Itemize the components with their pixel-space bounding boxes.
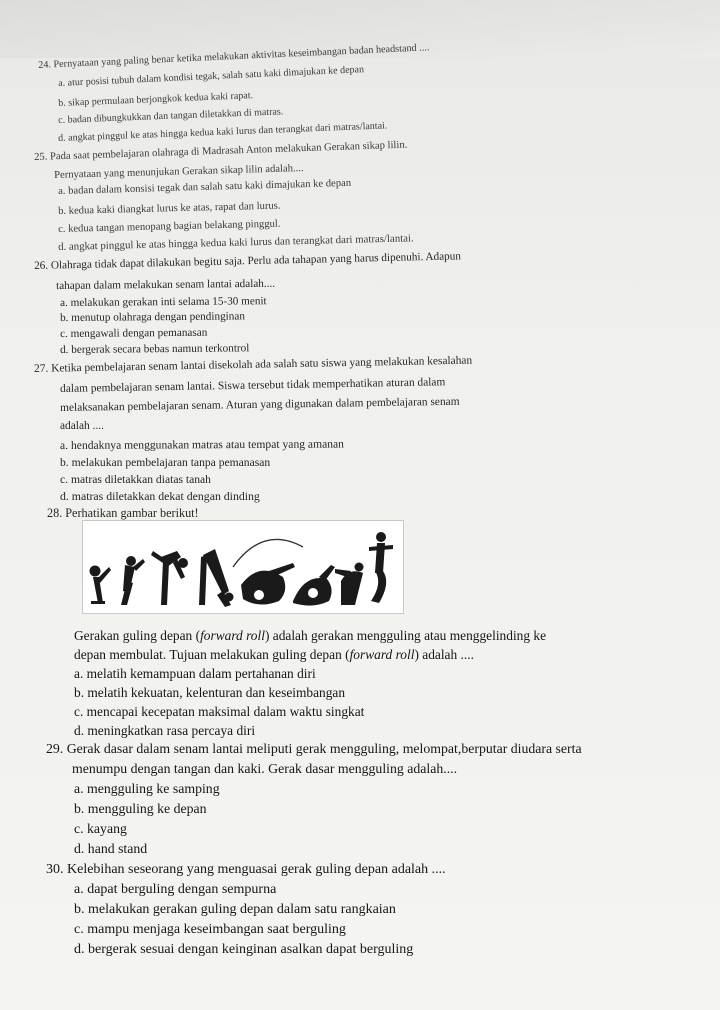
question-number: 30. bbox=[46, 862, 64, 877]
question-30-option-d: d. bergerak sesuai dengan keinginan asalkan dapat berguling bbox=[74, 942, 414, 957]
question-number: 28. bbox=[47, 506, 63, 520]
question-27-text-line-4: adalah .... bbox=[60, 420, 104, 432]
question-text-line-1: Olahraga tidak dapat dilakukan begitu saja. Perlu ada tahapan yang harus dipenuhi. Adapun bbox=[50, 250, 462, 272]
forward-roll-sequence-illustration bbox=[83, 521, 403, 613]
question-number: 25. bbox=[34, 151, 48, 163]
question-25-option-b: b. kedua kaki diangkat lurus ke atas, rapat dan lurus. bbox=[58, 200, 281, 217]
question-24-option-a: a. atur posisi tubuh dalam kondisi tegak, salah satu kaki dimajukan ke depan bbox=[58, 64, 365, 89]
term-forward-roll: forward roll bbox=[349, 647, 415, 662]
question-text: Pernyataan yang paling benar ketika melakukan aktivitas keseimbangan badan headstand .... bbox=[53, 42, 430, 71]
question-27 bbox=[34, 355, 472, 375]
question-30-option-a: a. dapat berguling dengan sempurna bbox=[74, 882, 277, 897]
figure-step-4 bbox=[199, 549, 234, 607]
question-29-option-b: b. mengguling ke depan bbox=[74, 801, 207, 816]
question-27-option-d: d. matras diletakkan dekat dengan dinding bbox=[60, 489, 260, 503]
figure-step-5 bbox=[241, 563, 295, 605]
question-29 bbox=[46, 741, 582, 757]
question-30-option-c: c. mampu menjaga keseimbangan saat berguling bbox=[74, 922, 346, 937]
question-27-option-c: c. matras diletakkan diatas tanah bbox=[60, 473, 211, 486]
question-30-option-b: b. melakukan gerakan guling depan dalam satu rangkaian bbox=[74, 902, 396, 917]
question-26-option-a: a. melakukan gerakan inti selama 15-30 menit bbox=[60, 295, 267, 309]
question-24-option-b: b. sikap permulaan berjongkok kedua kaki rapat. bbox=[58, 90, 254, 109]
question-24-option-d: d. angkat pinggul ke atas hingga kedua kaki lurus dan terangkat dari matras/lantai. bbox=[58, 120, 388, 144]
question-29-option-c: c. kayang bbox=[74, 821, 127, 836]
figure-step-6 bbox=[293, 565, 335, 606]
term-forward-roll: forward roll bbox=[200, 628, 265, 643]
figure-step-1 bbox=[90, 566, 112, 605]
question-28 bbox=[47, 506, 199, 521]
question-text-line-1: Gerak dasar dalam senam lantai meliputi gerak mengguling, melompat,berputar diudara serta bbox=[66, 741, 582, 756]
question-26 bbox=[34, 250, 461, 272]
question-28-desc-line-1: Gerakan guling depan (forward roll) adalah gerakan mengguling atau menggelinding ke bbox=[74, 628, 547, 643]
question-text: Kelebihan seseorang yang menguasai gerak guling depan adalah .... bbox=[67, 862, 446, 877]
question-text-line-1: Ketika pembelajaran senam lantai disekolah ada salah satu siswa yang melakukan kesalahan bbox=[51, 354, 473, 375]
question-25 bbox=[34, 140, 407, 163]
question-29-option-a: a. mengguling ke samping bbox=[74, 781, 220, 796]
question-28-desc-line-2: depan membulat. Tujuan melakukan guling depan (forward roll) adalah .... bbox=[74, 647, 474, 662]
question-26-text-line-2: tahapan dalam melakukan senam lantai adalah.... bbox=[56, 277, 276, 292]
question-25-option-c: c. kedua tangan menopang bagian belakang pinggul. bbox=[58, 218, 281, 235]
question-28-option-d: d. meningkatkan rasa percaya diri bbox=[74, 723, 256, 738]
figure-step-3 bbox=[151, 551, 188, 605]
question-27-text-line-3: melaksanakan pembelajaran senam. Aturan yang digunakan dalam pembelajaran senam bbox=[60, 395, 460, 414]
question-27-text-line-2: dalam pembelajaran senam lantai. Siswa tersebut tidak memperhatikan aturan dalam bbox=[60, 376, 446, 395]
question-25-text-line-2: Pernyataan yang menunjukan Gerakan sikap lilin adalah.... bbox=[54, 163, 304, 181]
figure-step-8 bbox=[369, 532, 393, 603]
question-number: 26. bbox=[34, 259, 49, 272]
figure-step-7 bbox=[335, 563, 364, 606]
question-28-option-c: c. mencapai kecepatan maksimal dalam waktu singkat bbox=[74, 704, 365, 719]
question-28-option-a: a. melatih kemampuan dalam pertahanan diri bbox=[74, 666, 316, 681]
question-27-option-a: a. hendaknya menggunakan matras atau tempat yang amanan bbox=[60, 437, 345, 452]
question-text-line-1: Pada saat pembelajaran olahraga di Madrasah Anton melakukan Gerakan sikap lilin. bbox=[49, 139, 408, 163]
question-25-option-d: d. angkat pinggul ke atas hingga kedua kaki lurus dan terangkat dari matras/lantai. bbox=[58, 232, 414, 253]
question-number: 24. bbox=[38, 59, 52, 71]
question-30 bbox=[46, 862, 446, 878]
question-29-option-d: d. hand stand bbox=[74, 841, 148, 856]
question-29-text-line-2: menumpu dengan tangan dan kaki. Gerak dasar mengguling adalah.... bbox=[72, 761, 458, 776]
figure-step-2 bbox=[121, 556, 145, 605]
question-26-option-c: c. mengawali dengan pemanasan bbox=[60, 326, 208, 340]
question-26-option-b: b. menutup olahraga dengan pendinginan bbox=[60, 310, 245, 324]
question-text: Perhatikan gambar berikut! bbox=[65, 506, 199, 520]
forward-roll-figure bbox=[82, 520, 404, 614]
roll-arc bbox=[233, 539, 303, 567]
question-26-option-d: d. bergerak secara bebas namun terkontrol bbox=[60, 342, 250, 356]
question-25-option-a: a. badan dalam konsisi tegak dan salah satu kaki dimajukan ke depan bbox=[58, 177, 352, 197]
question-24-option-c: c. badan dibungkukkan dan tangan diletakkan di matras. bbox=[58, 106, 284, 126]
question-number: 29. bbox=[46, 741, 64, 756]
question-27-option-b: b. melakukan pembelajaran tanpa pemanasan bbox=[60, 456, 271, 469]
question-number: 27. bbox=[34, 362, 49, 375]
question-28-option-b: b. melatih kekuatan, kelenturan dan keseimbangan bbox=[74, 685, 346, 700]
